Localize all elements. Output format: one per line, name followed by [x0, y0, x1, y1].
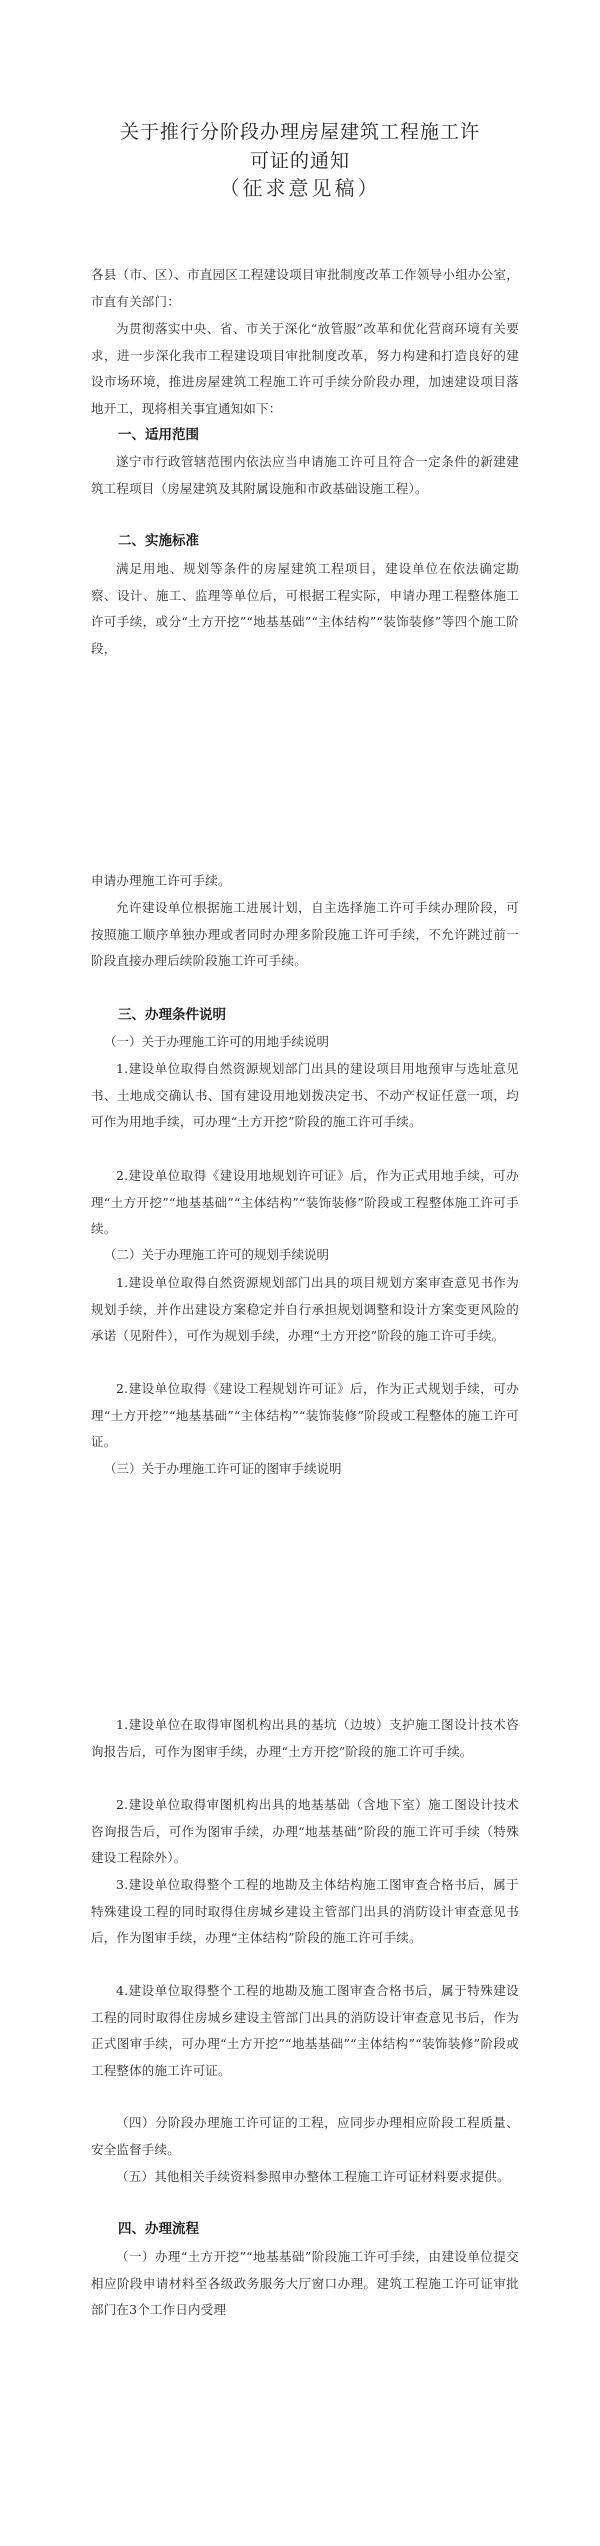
section-2-body-2: 允许建设单位根据施工进展计划，自主选择施工许可手续办理阶段，可按照施工顺序单独办理或者同时办理多阶段施工许可手续，不允许跳过前一阶段直接办理后续阶段施工许可手续。 — [91, 900, 519, 968]
section-1-body: 遂宁市行政管辖范围内依法应当申请施工许可且符合一定条件的新建建筑工程项目（房屋建筑及其附属设施和市政基础设施工程）。 — [91, 454, 519, 496]
section-2-body: 满足用地、规划等条件的房屋建筑工程项目，建设单位在依法确定勘察、设计、施工、监理等单位后，可根据工程实际，申请办理工程整体施工许可手续，或分“土方开挖”“地基基础”“主体结构”“装饰装修”等四个施工阶段， — [91, 561, 519, 656]
section-2-continued: 申请办理施工许可手续。 — [91, 873, 231, 888]
section-3-sub-1: （一）关于办理施工许可的用地手续说明 — [104, 1034, 330, 1049]
section-3-3-item-2: 2.建设单位取得审图机构出具的地基基础（含地下室）施工图设计技术咨询报告后，可作为图审手续，办理“地基基础”阶段的施工许可手续（特殊建设工程除外）。 — [91, 1797, 519, 1865]
section-4-heading: 四、办理流程 — [118, 2221, 199, 2237]
section-3-2-item-1: 1.建设单位取得自然资源规划部门出具的项目规划方案审查意见书作为规划手续，并作出建设方案稳定并自行承担规划调整和设计方案变更风险的承诺（见附件），可作为规划手续，办理“土方开挖”阶段的施工许可手续。 — [91, 1275, 519, 1343]
section-3-2-item-2: 2.建设单位取得《建设工程规划许可证》后，作为正式规划手续，可办理“土方开挖”“地基基础”“主体结构”“装饰装修”阶段或工程整体的施工许可证。 — [91, 1381, 519, 1449]
intro-paragraph: 为贯彻落实中央、省、市关于深化“放管服”改革和优化营商环境有关要求，进一步深化我市工程建设项目审批制度改革，努力构建和打造良好的建设市场环境，推进房屋建筑工程施工许可手续分阶段办理，加速建设项目落地开工，现将相关事宜通知如下： — [91, 321, 519, 416]
section-3-1-item-1: 1.建设单位取得自然资源规划部门出具的建设项目用地预审与选址意见书、土地成交确认书、国有建设用地划拨决定书、不动产权证任意一项，均可作为用地手续，可办理“土方开挖”阶段的施工许可手续。 — [91, 1061, 519, 1129]
section-1-heading: 一、适用范围 — [118, 427, 199, 443]
doc-title-line-2: 可证的通知 — [249, 150, 350, 172]
section-3-heading: 三、办理条件说明 — [118, 1007, 226, 1023]
section-3-3-item-3: 3.建设单位取得整个工程的地勘及主体结构施工图审查合格书后，属于特殊建设工程的同时取得住房城乡建设主管部门出具的消防设计审查意见书后，作为图审手续，办理“主体结构”阶段的施工许可手续。 — [91, 1877, 519, 1945]
section-3-sub-3: （三）关于办理施工许可证的图审手续说明 — [104, 1461, 342, 1476]
section-4-body: （一）办理“土方开挖”“地基基础”阶段施工许可手续，由建设单位提交相应阶段申请材料至各级政务服务大厅窗口办理。建筑工程施工许可证审批部门在3个工作日内受理 — [91, 2249, 519, 2317]
addressee-paragraph: 各县（市、区）、市直园区工程建设项目审批制度改革工作领导小组办公室，市直有关部门： — [91, 267, 519, 309]
doc-title-line-1: 关于推行分阶段办理房屋建筑工程施工许 — [119, 121, 480, 143]
section-3-sub-2: （二）关于办理施工许可的规划手续说明 — [104, 1247, 330, 1262]
section-3-3-item-1: 1.建设单位在取得审图机构出具的基坑（边坡）支护施工图设计技术咨询报告后，可作为图审手续，办理“土方开挖”阶段的施工许可手续。 — [91, 1717, 519, 1759]
section-3-3-item-4: 4.建设单位取得整个工程的地勘及施工图审查合格书后，属于特殊建设工程的同时取得住房城乡建设主管部门出具的消防设计审查意见书后，作为正式图审手续，可办理“土方开挖”“地基基础”“主体结构”“装饰装修”阶段或工程整体的施工许可证。 — [91, 1983, 519, 2078]
section-3-sub-4: （四）分阶段办理施工许可证的工程，应同步办理相应阶段工程质量、安全监督手续。 — [91, 2115, 519, 2157]
section-3-1-item-2: 2.建设单位取得《建设用地规划许可证》后，作为正式用地手续，可办理“土方开挖”“地基基础”“主体结构”“装饰装修”阶段或工程整体施工许可手续。 — [91, 1168, 519, 1236]
section-3-sub-5: （五）其他相关手续资料参照申办整体工程施工许可证材料要求提供。 — [116, 2169, 510, 2184]
section-2-heading: 二、实施标准 — [118, 533, 199, 549]
doc-subtitle: （征求意见稿） — [219, 176, 381, 200]
